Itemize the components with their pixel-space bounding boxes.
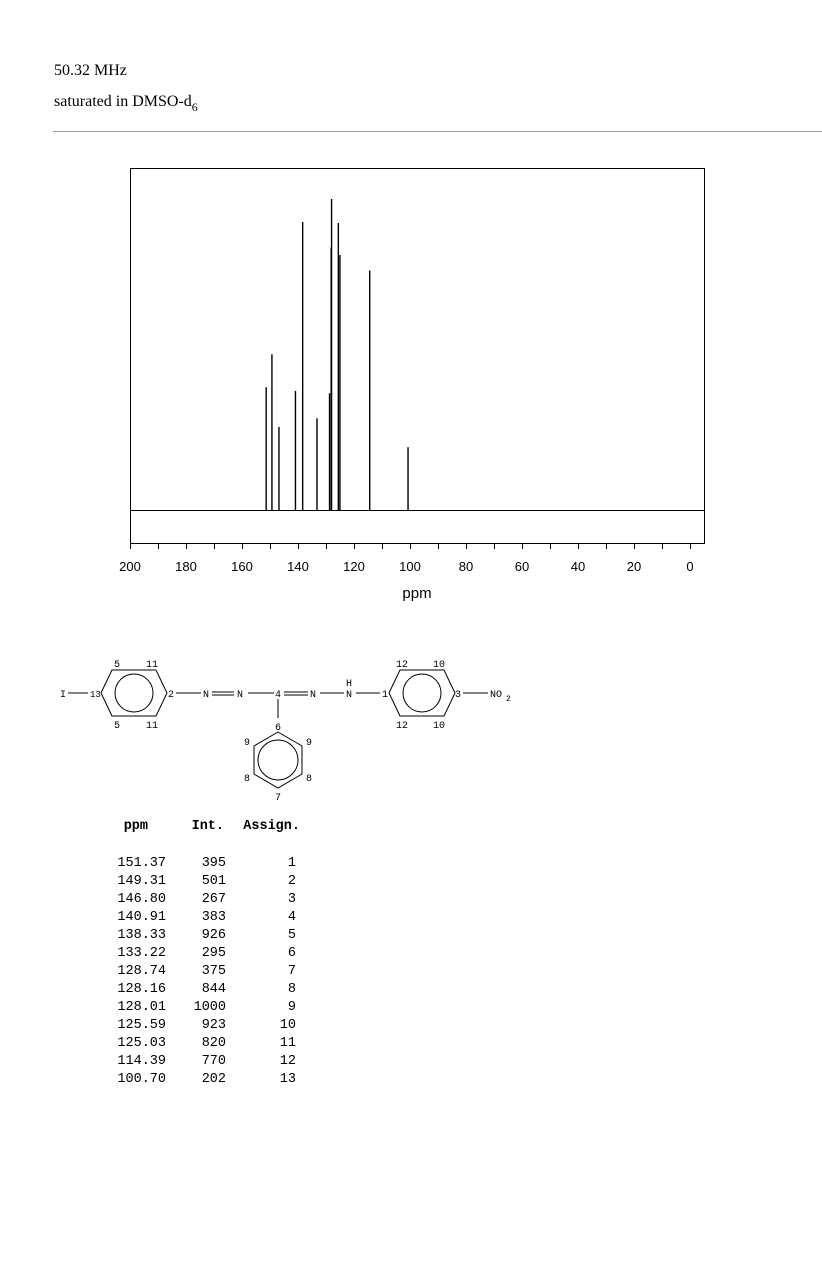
- cell-assign: 8: [287, 982, 296, 997]
- atom-c4: 4: [275, 690, 282, 701]
- cell-ppm: 128.01: [117, 1000, 166, 1015]
- cell-assign: 6: [287, 946, 296, 961]
- header-assign: Assign.: [243, 819, 300, 834]
- cell-assign: 7: [287, 964, 296, 979]
- atom-n-d: N: [346, 690, 353, 701]
- x-axis-ticks: [131, 543, 691, 549]
- atom-n-a: N: [203, 690, 210, 701]
- atom-ring-a-top-left: 5: [114, 660, 121, 671]
- nitro-group: NO: [490, 690, 503, 701]
- x-tick-label: 40: [570, 559, 586, 574]
- table-row: [100, 1035, 300, 1053]
- x-tick-label: 200: [119, 559, 141, 574]
- atom-n-c: N: [310, 690, 317, 701]
- atom-ring-c-lower-left: 8: [244, 774, 251, 785]
- cell-assign: 9: [287, 1000, 296, 1015]
- peak-lines: [266, 199, 408, 510]
- cell-intensity: 844: [201, 982, 226, 997]
- cell-intensity: 267: [201, 892, 226, 907]
- atom-labels: [60, 660, 511, 804]
- cell-ppm: 114.39: [117, 1054, 166, 1069]
- cell-ppm: 133.22: [117, 946, 166, 961]
- cell-intensity: 202: [201, 1072, 226, 1087]
- nmr-spectrum-chart: [0, 0, 822, 620]
- table-row: [100, 945, 300, 963]
- table-row: [100, 1017, 300, 1035]
- table-row: [100, 981, 300, 999]
- atom-ring-b-c1: 1: [382, 690, 389, 701]
- cell-intensity: 770: [201, 1054, 226, 1069]
- solvent-text: saturated in DMSO-d: [54, 93, 192, 110]
- solvent-subscript: 6: [191, 100, 198, 114]
- x-tick-label: 120: [343, 559, 365, 574]
- cell-assign: 1: [287, 856, 296, 871]
- molecular-structure: [0, 640, 560, 810]
- iodine-label: I: [60, 690, 67, 701]
- cell-intensity: 383: [201, 910, 226, 925]
- cell-ppm: 146.80: [117, 892, 166, 907]
- cell-assign: 4: [287, 910, 296, 925]
- atom-ring-c-bottom: 7: [275, 793, 282, 804]
- table-row: [100, 1053, 300, 1071]
- x-tick-label: 140: [287, 559, 309, 574]
- table-row: [100, 855, 300, 873]
- x-tick-label: 160: [231, 559, 253, 574]
- atom-ring-c-upper-right: 9: [306, 738, 313, 749]
- table-row: [100, 909, 300, 927]
- cell-intensity: 926: [201, 928, 226, 943]
- cell-assign: 3: [287, 892, 296, 907]
- atom-ring-a-bottom-left: 5: [114, 721, 121, 732]
- cell-intensity: 923: [201, 1018, 226, 1033]
- atom-ring-c-upper-left: 9: [244, 738, 251, 749]
- x-tick-label: 100: [399, 559, 421, 574]
- cell-ppm: 100.70: [117, 1072, 166, 1087]
- x-tick-label: 60: [514, 559, 530, 574]
- cell-ppm: 125.03: [117, 1036, 166, 1051]
- cell-assign: 11: [279, 1036, 296, 1051]
- cell-assign: 10: [279, 1018, 296, 1033]
- atom-ring-b-bottom-right: 10: [433, 721, 446, 732]
- x-tick-label: 0: [686, 559, 694, 574]
- x-tick-label: 80: [458, 559, 474, 574]
- table-row: [100, 1071, 300, 1089]
- cell-ppm: 128.74: [117, 964, 166, 979]
- table-row: [100, 963, 300, 981]
- cell-intensity: 820: [201, 1036, 226, 1051]
- atom-n-b: N: [237, 690, 244, 701]
- cell-ppm: 128.16: [117, 982, 166, 997]
- header-intensity: Int.: [191, 819, 224, 834]
- cell-ppm: 140.91: [117, 910, 166, 925]
- x-axis-label: ppm: [402, 585, 432, 602]
- nitro-subscript: 2: [506, 695, 511, 704]
- table-row: [100, 927, 300, 945]
- cell-assign: 5: [287, 928, 296, 943]
- table-row: [100, 999, 300, 1017]
- cell-intensity: 1000: [193, 1000, 226, 1015]
- spectrometer-frequency: 50.32 MHz: [54, 62, 127, 79]
- atom-ring-a-bottom-right: 11: [146, 721, 159, 732]
- peak-table-header: [100, 819, 300, 837]
- cell-ppm: 125.59: [117, 1018, 166, 1033]
- peak-table: [100, 819, 300, 1089]
- cell-intensity: 375: [201, 964, 226, 979]
- cell-intensity: 501: [201, 874, 226, 889]
- header-ppm: ppm: [123, 819, 148, 834]
- cell-intensity: 395: [201, 856, 226, 871]
- atom-ring-a-top-right: 11: [146, 660, 159, 671]
- table-row: [100, 891, 300, 909]
- atom-ring-c-lower-right: 8: [306, 774, 313, 785]
- table-row: [100, 873, 300, 891]
- plot-frame: [131, 169, 705, 544]
- cell-ppm: 138.33: [117, 928, 166, 943]
- atom-c2: 2: [168, 690, 175, 701]
- x-tick-label: 180: [175, 559, 197, 574]
- atom-ring-b-bottom-left: 12: [396, 721, 409, 732]
- atom-ring-b-top-right: 10: [433, 660, 446, 671]
- cell-assign: 12: [279, 1054, 296, 1069]
- cell-assign: 13: [279, 1072, 296, 1087]
- cell-ppm: 149.31: [117, 874, 166, 889]
- cell-ppm: 151.37: [117, 856, 166, 871]
- atom-ring-b-top-left: 12: [396, 660, 409, 671]
- cell-assign: 2: [287, 874, 296, 889]
- x-axis-tick-labels: [119, 559, 693, 574]
- cell-intensity: 295: [201, 946, 226, 961]
- atom-ring-b-c3: 3: [455, 690, 462, 701]
- atom-ring-c-top: 6: [275, 723, 282, 734]
- atom-c13: 13: [90, 690, 101, 700]
- atom-nh-h: H: [346, 679, 353, 690]
- x-tick-label: 20: [626, 559, 642, 574]
